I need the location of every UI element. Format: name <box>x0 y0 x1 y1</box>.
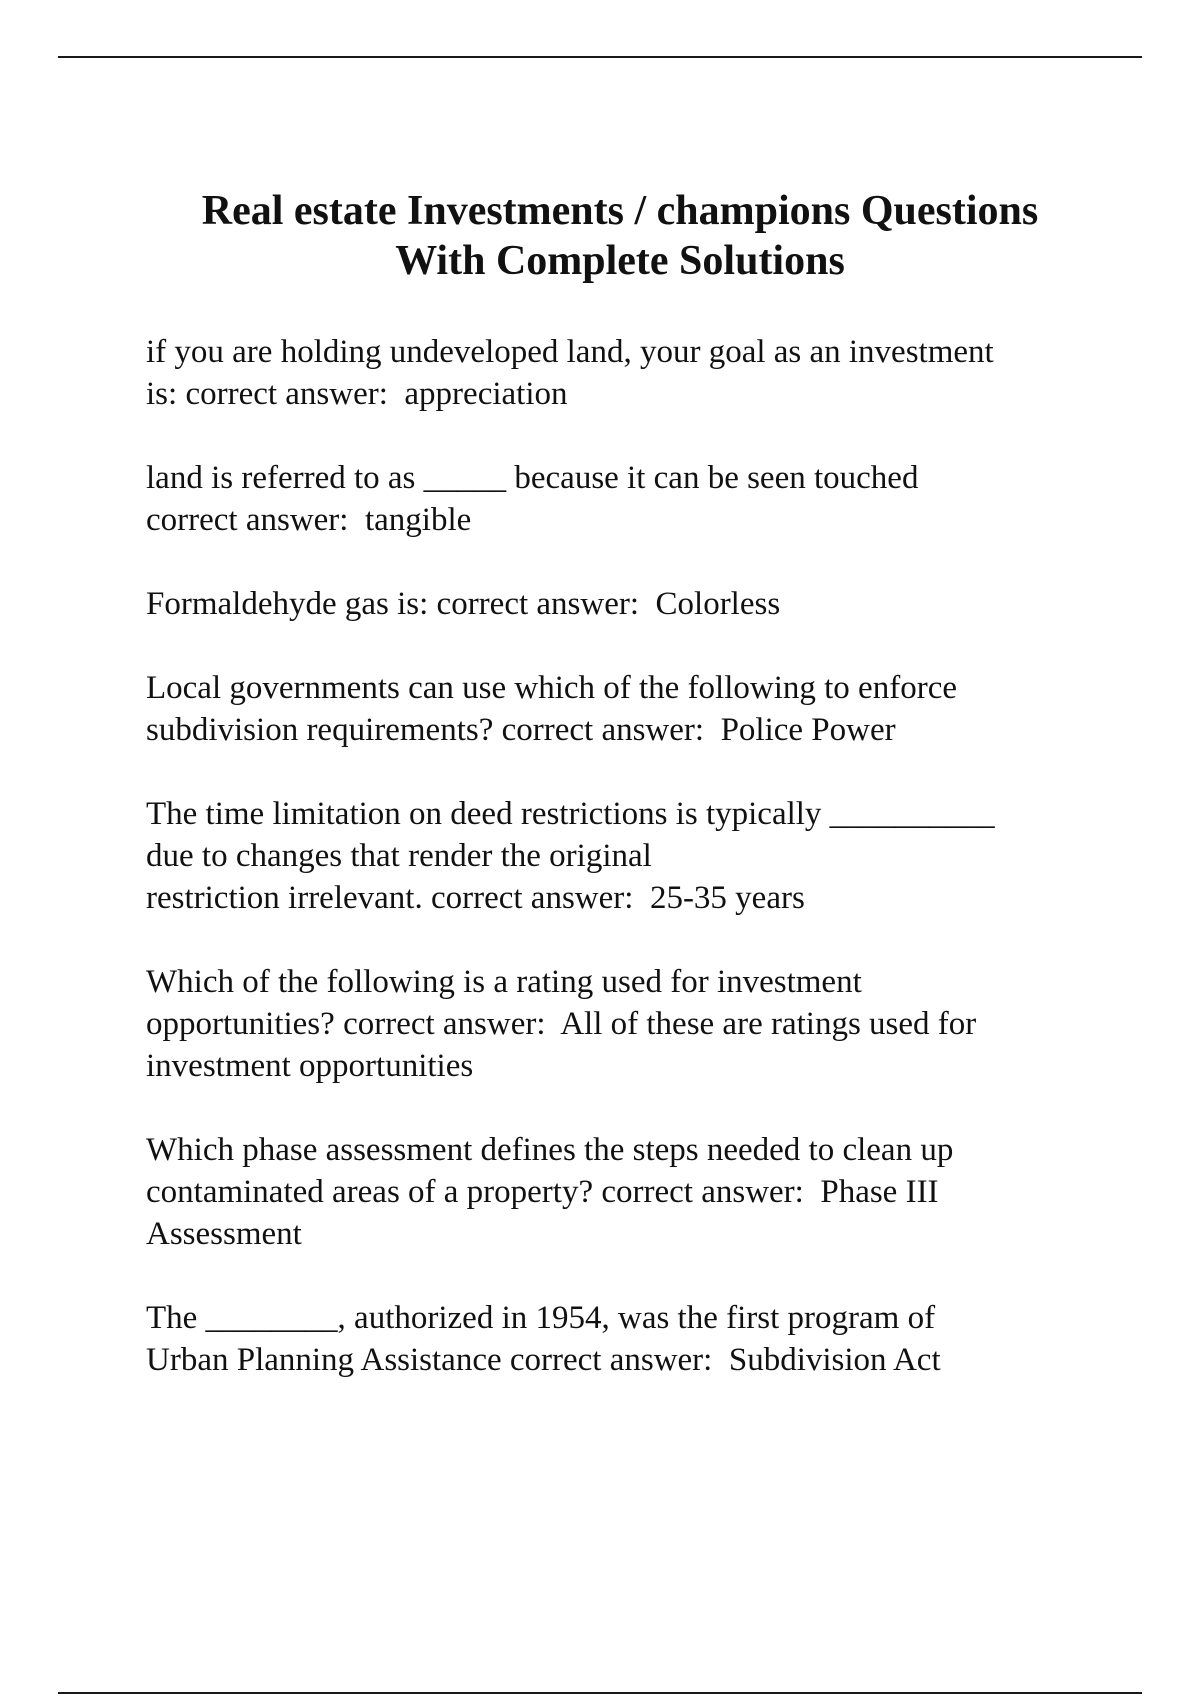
question-text: Local governments can use which of the following to enforce subdivision requirements? <box>146 670 957 748</box>
answer-text: All of these are ratings used for investment opportunities <box>146 1006 977 1084</box>
answer-text: Phase III Assessment <box>146 1174 939 1252</box>
answer-prefix: correct answer: <box>501 712 705 748</box>
qa-item-4 <box>146 667 1096 751</box>
qa-list <box>146 331 1096 1423</box>
answer-prefix: correct answer: <box>436 586 640 622</box>
answer-prefix: correct answer: <box>509 1342 713 1378</box>
answer-prefix: correct answer: <box>430 880 634 916</box>
answer-prefix: correct answer: <box>343 1006 546 1042</box>
question-text: The time limitation on deed restrictions is typically __________ due to changes that render the original restriction irrelevant. <box>146 796 995 916</box>
title-line-2: With Complete Solutions <box>395 238 845 284</box>
answer-text: appreciation <box>404 376 568 412</box>
qa-item-6 <box>146 961 1096 1087</box>
answer-text: tangible <box>364 502 472 538</box>
question-text: land is referred to as _____ because it can be seen touched <box>146 460 919 496</box>
qa-item-1 <box>146 331 1096 415</box>
answer-text: 25-35 years <box>649 880 805 916</box>
answer-text: Colorless <box>655 586 781 622</box>
title-line-1: Real estate Investments / champions Questions <box>201 188 1039 234</box>
question-text: Which of the following is a rating used for investment opportunities? <box>146 964 862 1042</box>
question-text: Formaldehyde gas is: <box>146 586 429 622</box>
qa-item-7 <box>146 1129 1096 1255</box>
document-title <box>60 186 1180 286</box>
answer-text: Police Power <box>720 712 896 748</box>
top-rule <box>58 56 1142 58</box>
answer-prefix: correct answer: <box>601 1174 804 1210</box>
answer-prefix: correct answer: <box>146 502 349 538</box>
qa-item-3 <box>146 583 1096 625</box>
qa-item-5 <box>146 793 1096 919</box>
answer-text: Subdivision Act <box>728 1342 941 1378</box>
bottom-rule <box>58 1692 1142 1694</box>
answer-prefix: correct answer: <box>185 376 388 412</box>
question-text: The ________, authorized in 1954, was the first program of Urban Planning Assistance <box>146 1300 936 1378</box>
qa-item-2 <box>146 457 1096 541</box>
question-text: Which phase assessment defines the steps needed to clean up contaminated areas of a property? <box>146 1132 954 1210</box>
qa-item-8 <box>146 1297 1096 1381</box>
question-text: if you are holding undeveloped land, your goal as an investment is: <box>146 334 994 412</box>
